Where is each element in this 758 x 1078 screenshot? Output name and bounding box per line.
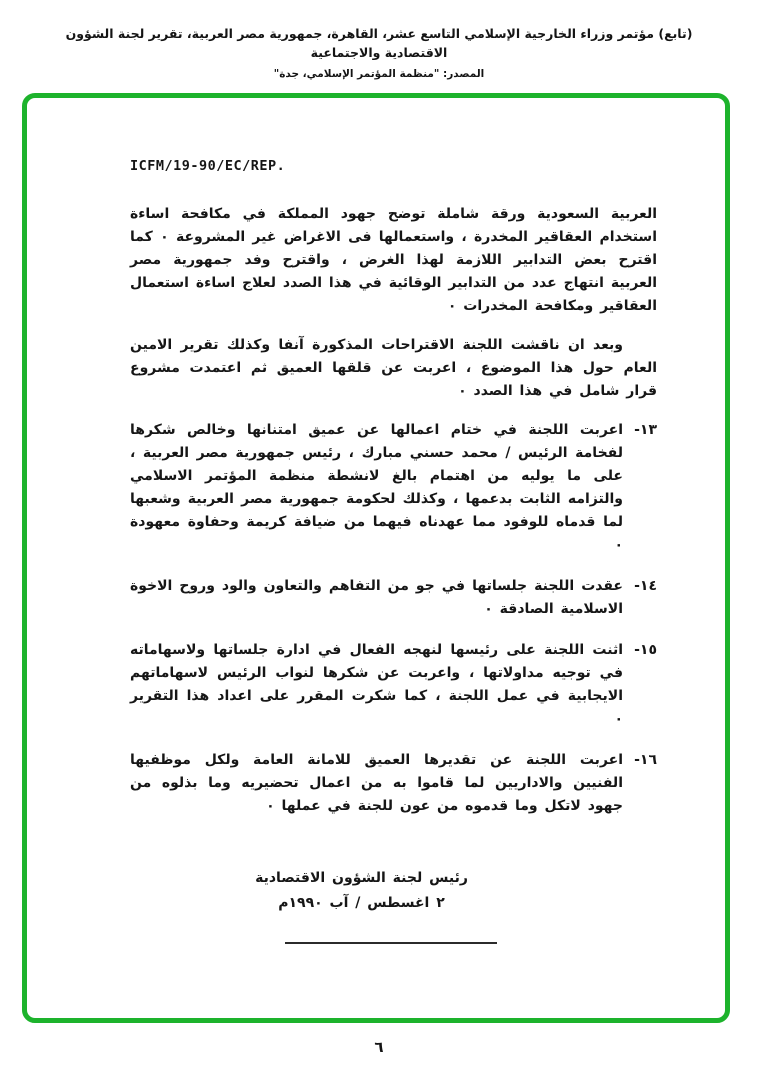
document-reference: ICFM/19-90/EC/REP. — [130, 158, 286, 174]
signature-block — [244, 866, 479, 916]
body-paragraph: وبعد ان ناقشت اللجنة الاقتراحات المذكورة آنفا وكذلك تقرير الامين العام حول هذا الموضوع ، اعربت عن قلقها العميق ثم اعتمدت مشروع قرار شامل في هذا الصدد ٠ — [130, 337, 657, 399]
page-number: ٦ — [374, 1038, 384, 1056]
numbered-item — [130, 575, 657, 621]
header-source: المصدر: "منظمة المؤتمر الإسلامي، جدة" — [273, 67, 485, 80]
item-text: عقدت اللجنة جلساتها في جو من التفاهم والتعاون والود وروح الاخوة الاسلامية الصادقة ٠ — [130, 578, 623, 617]
item-text: اعربت اللجنة عن تقديرها العميق للامانة العامة ولكل موظفيها الفنيين والاداريين لما قاموا به من اعمال تحضيريه وما بذلوه من جهود لاتكل وما قدموه من عون للجنة في عملها ٠ — [130, 752, 623, 814]
item-text: اعربت اللجنة في ختام اعمالها عن عميق امتنانها وخالص شكرها لفخامة الرئيس / محمد حسني مبارك ، رئيس جمهورية مصر العربية ، على ما يوليه من اهتمام بالغ لانشطة منظمة المؤتمر الاسلامي والتزامه الثابت بدعمها ، وكذلك لحكومة جمهورية مصر العربية وشعبها لما قدماه للوفود مما عهدناه فيهما من ضيافة كريمة وحفاوة معهودة ٠ — [130, 422, 623, 553]
signature-date: ٢ اغسطس / آب ١٩٩٠م — [278, 895, 445, 911]
signature-title: رئيس لجنة الشؤون الاقتصادية — [255, 870, 468, 886]
item-number: ١٣- — [634, 422, 657, 438]
document-frame — [22, 93, 730, 1023]
signature-line — [285, 942, 497, 944]
item-number: ١٤- — [634, 578, 657, 594]
numbered-item — [130, 419, 657, 557]
numbered-item — [130, 639, 657, 731]
item-number: ١٥- — [634, 642, 657, 658]
page-header — [0, 24, 758, 80]
document-body — [130, 203, 657, 944]
item-text: اثنت اللجنة على رئيسها لنهجه الفعال في ادارة جلساتها ولاسهاماته في توجيه مداولاتها ، واعربت عن شكرها لنواب الرئيس لاسهاماتهم الايجابية في عمل اللجنة ، كما شكرت المقرر على اعداد هذا التقرير ٠ — [130, 642, 623, 727]
body-paragraph: العربية السعودية ورقة شاملة توضح جهود المملكة في مكافحة اساءة استخدام العقاقير المخدرة ، واستعمالها فى الاغراض غير المشروعة ٠ كما اقترح بعض التدابير اللازمة لهذا الغرض ، واقترح وفد جمهورية مصر العربية انتهاج عدد من التدابير الوقائية في هذا الصدد لعلاج اساءة استعمال العقاقير ومكافحة المخدرات ٠ — [130, 206, 657, 314]
header-title: (تابع) مؤتمر وزراء الخارجية الإسلامي التاسع عشر، القاهرة، جمهورية مصر العربية، تقرير لجنة الشؤون الاقتصادية والاجتماعية — [65, 26, 693, 61]
numbered-item — [130, 749, 657, 818]
item-number: ١٦- — [634, 752, 657, 768]
